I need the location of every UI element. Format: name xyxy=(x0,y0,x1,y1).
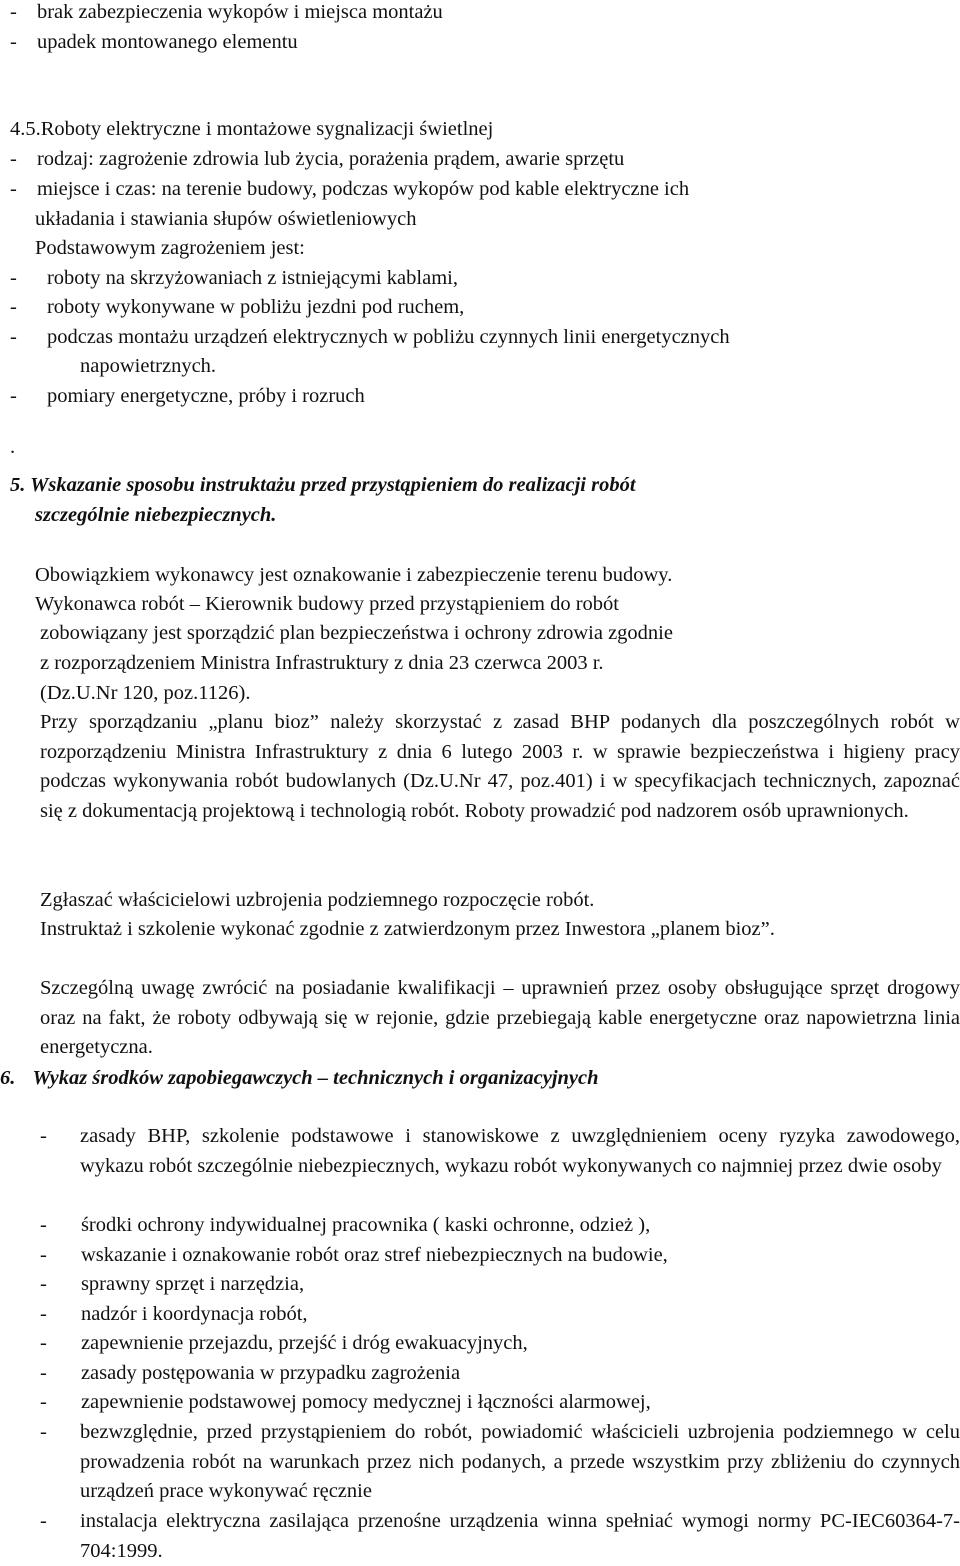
section-5-line-2 xyxy=(35,590,619,620)
section-5-line-4 xyxy=(40,649,604,679)
paragraph-text: Wykonawca robót – Kierownik budowy przed przystąpieniem do robót xyxy=(35,593,619,615)
section-4-5-title xyxy=(10,115,493,145)
section-6-item-4 xyxy=(40,1270,304,1300)
section-5-paragraph-1 xyxy=(40,708,960,826)
list-item-text: zasady postępowania w przypadku zagrożenia xyxy=(80,1362,461,1384)
list-dash: - xyxy=(40,1303,47,1325)
list-dash: - xyxy=(40,1391,47,1413)
list-dash: - xyxy=(40,1362,47,1384)
list-dash: - xyxy=(40,1332,47,1354)
list-item-text: rodzaj: zagrożenie zdrowia lub życia, porażenia prądem, awarie sprzętu xyxy=(36,148,625,170)
section-4-5-item-2 xyxy=(10,175,689,205)
list-item-text: wskazanie i oznakowanie robót oraz stref niebezpiecznych na budowie, xyxy=(80,1244,668,1266)
section-5-line-3 xyxy=(40,619,673,649)
list-item-text: zapewnienie podstawowej pomocy medycznej i łączności alarmowej, xyxy=(80,1391,651,1413)
section-5-paragraph-2 xyxy=(40,915,960,945)
paragraph-text: Instruktaż i szkolenie wykonać zgodnie z zatwierdzonym przez Inwestora „planem bioz”. xyxy=(40,918,775,940)
section-6-heading xyxy=(0,1064,599,1094)
hazard-item-1 xyxy=(10,264,458,294)
stray-dot xyxy=(10,433,15,463)
section-6-item-6 xyxy=(40,1329,528,1359)
heading-text: 5. Wskazanie sposobu instruktażu przed przystąpieniem do realizacji robót xyxy=(10,474,636,496)
list-dash: - xyxy=(40,1214,47,1236)
section-5-paragraph-3 xyxy=(40,974,960,1063)
list-item-text: brak zabezpieczenia wykopów i miejsca montażu xyxy=(36,1,443,23)
continuation-text: napowietrznych. xyxy=(80,355,217,377)
paragraph-text: Przy sporządzaniu „planu bioz” należy skorzystać z zasad BHP podanych dla poszczególnych robót w rozporządzeniu Ministra Infrastruktury z dnia 6 lutego 2003 r. w sprawie bezpieczeństwa i higieny pracy podczas wykonywania robót budowlanych (Dz.U.Nr 47, poz.401) i w specyfikacjach technicznych, zapoznać się z dokumentacją projektową i technologią robót. Roboty prowadzić pod nadzorem osób uprawnionych. xyxy=(40,711,960,822)
list-item-text: pomiary energetyczne, próby i rozruch xyxy=(46,385,365,407)
list-item-text: roboty wykonywane w pobliżu jezdni pod ruchem, xyxy=(46,296,465,318)
hazard-continuation xyxy=(80,352,216,382)
list-item-text: upadek montowanego elementu xyxy=(36,31,298,53)
section-6-item-2 xyxy=(40,1211,650,1241)
list-item-text: miejsce i czas: na terenie budowy, podczas wykopów pod kable elektryczne ich xyxy=(36,178,690,200)
list-item-text: zapewnienie przejazdu, przejść i dróg ewakuacyjnych, xyxy=(80,1332,528,1354)
section-6-item-8 xyxy=(40,1388,651,1418)
list-dash: - xyxy=(10,326,17,348)
list-item-text: instalacja elektryczna zasilająca przenośne urządzenia winna spełniać wymogi normy PC-IEC60364-7-704:1999. xyxy=(80,1510,960,1562)
list-dash: - xyxy=(10,296,17,318)
list-dash: - xyxy=(10,148,17,170)
paragraph-text: (Dz.U.Nr 120, poz.1126). xyxy=(40,682,251,704)
paragraph-text: Zgłaszać właścicielowi uzbrojenia podziemnego rozpoczęcie robót. xyxy=(40,889,595,911)
section-4-5-continuation xyxy=(35,205,416,235)
list-dash: - xyxy=(40,1125,47,1147)
hazard-item-2 xyxy=(10,293,464,323)
list-item-text: roboty na skrzyżowaniach z istniejącymi kablami, xyxy=(46,267,458,289)
list-item-text: środki ochrony indywidualnej pracownika ( kaski ochronne, odzież ), xyxy=(80,1214,651,1236)
paragraph-text: z rozporządzeniem Ministra Infrastruktury z dnia 23 czerwca 2003 r. xyxy=(40,652,604,674)
list-dash: - xyxy=(10,267,17,289)
hazard-item-3 xyxy=(10,323,730,353)
list-item-text: nadzór i koordynacja robót, xyxy=(80,1303,308,1325)
hazard-item-4 xyxy=(10,382,365,412)
section-6-item-3 xyxy=(40,1241,668,1271)
section-5-line-1 xyxy=(35,561,672,591)
list-item-text: zasady BHP, szkolenie podstawowe i stanowiskowe z uwzględnieniem oceny ryzyka zawodowego, wykazu robót szczególnie niebezpiecznych, wykazu robót wykonywanych co najmniej przez dwie osoby xyxy=(80,1125,960,1177)
heading-number: 6. xyxy=(0,1067,16,1089)
list-dash: - xyxy=(10,178,17,200)
section-5-line-6 xyxy=(40,886,594,916)
top-list-item-1 xyxy=(10,0,443,28)
list-dash: - xyxy=(10,385,17,407)
section-4-5-item-1 xyxy=(10,145,624,175)
paragraph-text: zobowiązany jest sporządzić plan bezpieczeństwa i ochrony zdrowia zgodnie xyxy=(40,622,673,644)
section-title: Roboty elektryczne i montażowe sygnalizacji świetlnej xyxy=(40,118,494,140)
list-dash: - xyxy=(40,1273,47,1295)
heading-text: szczególnie niebezpiecznych. xyxy=(35,504,277,526)
section-number: 4.5. xyxy=(10,118,41,140)
list-dash: - xyxy=(40,1510,47,1532)
section-4-5-intro xyxy=(35,234,305,264)
paragraph-text: Obowiązkiem wykonawcy jest oznakowanie i zabezpieczenie terenu budowy. xyxy=(35,564,673,586)
list-dash: - xyxy=(10,1,17,23)
list-item-text: podczas montażu urządzeń elektrycznych w pobliżu czynnych linii energetycznych xyxy=(46,326,730,348)
heading-text: Wykaz środków zapobiegawczych – technicznych i organizacyjnych xyxy=(32,1067,599,1089)
paragraph-text: Szczególną uwagę zwrócić na posiadanie kwalifikacji – uprawnień przez osoby obsługujące sprzęt drogowy oraz na fakt, że roboty odbywają się w rejonie, gdzie przebiegają kable energetyczne oraz napowietrzna linia energetyczna. xyxy=(40,977,960,1058)
dot-text: . xyxy=(10,436,16,458)
intro-text: Podstawowym zagrożeniem jest: xyxy=(35,237,305,259)
section-6-item-5 xyxy=(40,1300,308,1330)
list-item-text: sprawny sprzęt i narzędzia, xyxy=(80,1273,305,1295)
section-5-heading-line-2 xyxy=(35,501,276,531)
list-dash: - xyxy=(40,1421,47,1443)
section-5-heading-line-1 xyxy=(10,471,636,501)
section-5-line-5 xyxy=(40,679,250,709)
continuation-text: układania i stawiania słupów oświetleniowych xyxy=(35,208,417,230)
list-item-text: bezwzględnie, przed przystąpieniem do robót, powiadomić właścicieli uzbrojenia podziemnego w celu prowadzenia robót na warunkach przez nich podanych, a przede wszystkim przy zbliżeniu do czynnych urządzeń prace wykonywać ręcznie xyxy=(80,1421,960,1502)
section-6-item-7 xyxy=(40,1359,460,1389)
list-dash: - xyxy=(10,31,17,53)
top-list-item-2 xyxy=(10,28,298,58)
list-dash: - xyxy=(40,1244,47,1266)
